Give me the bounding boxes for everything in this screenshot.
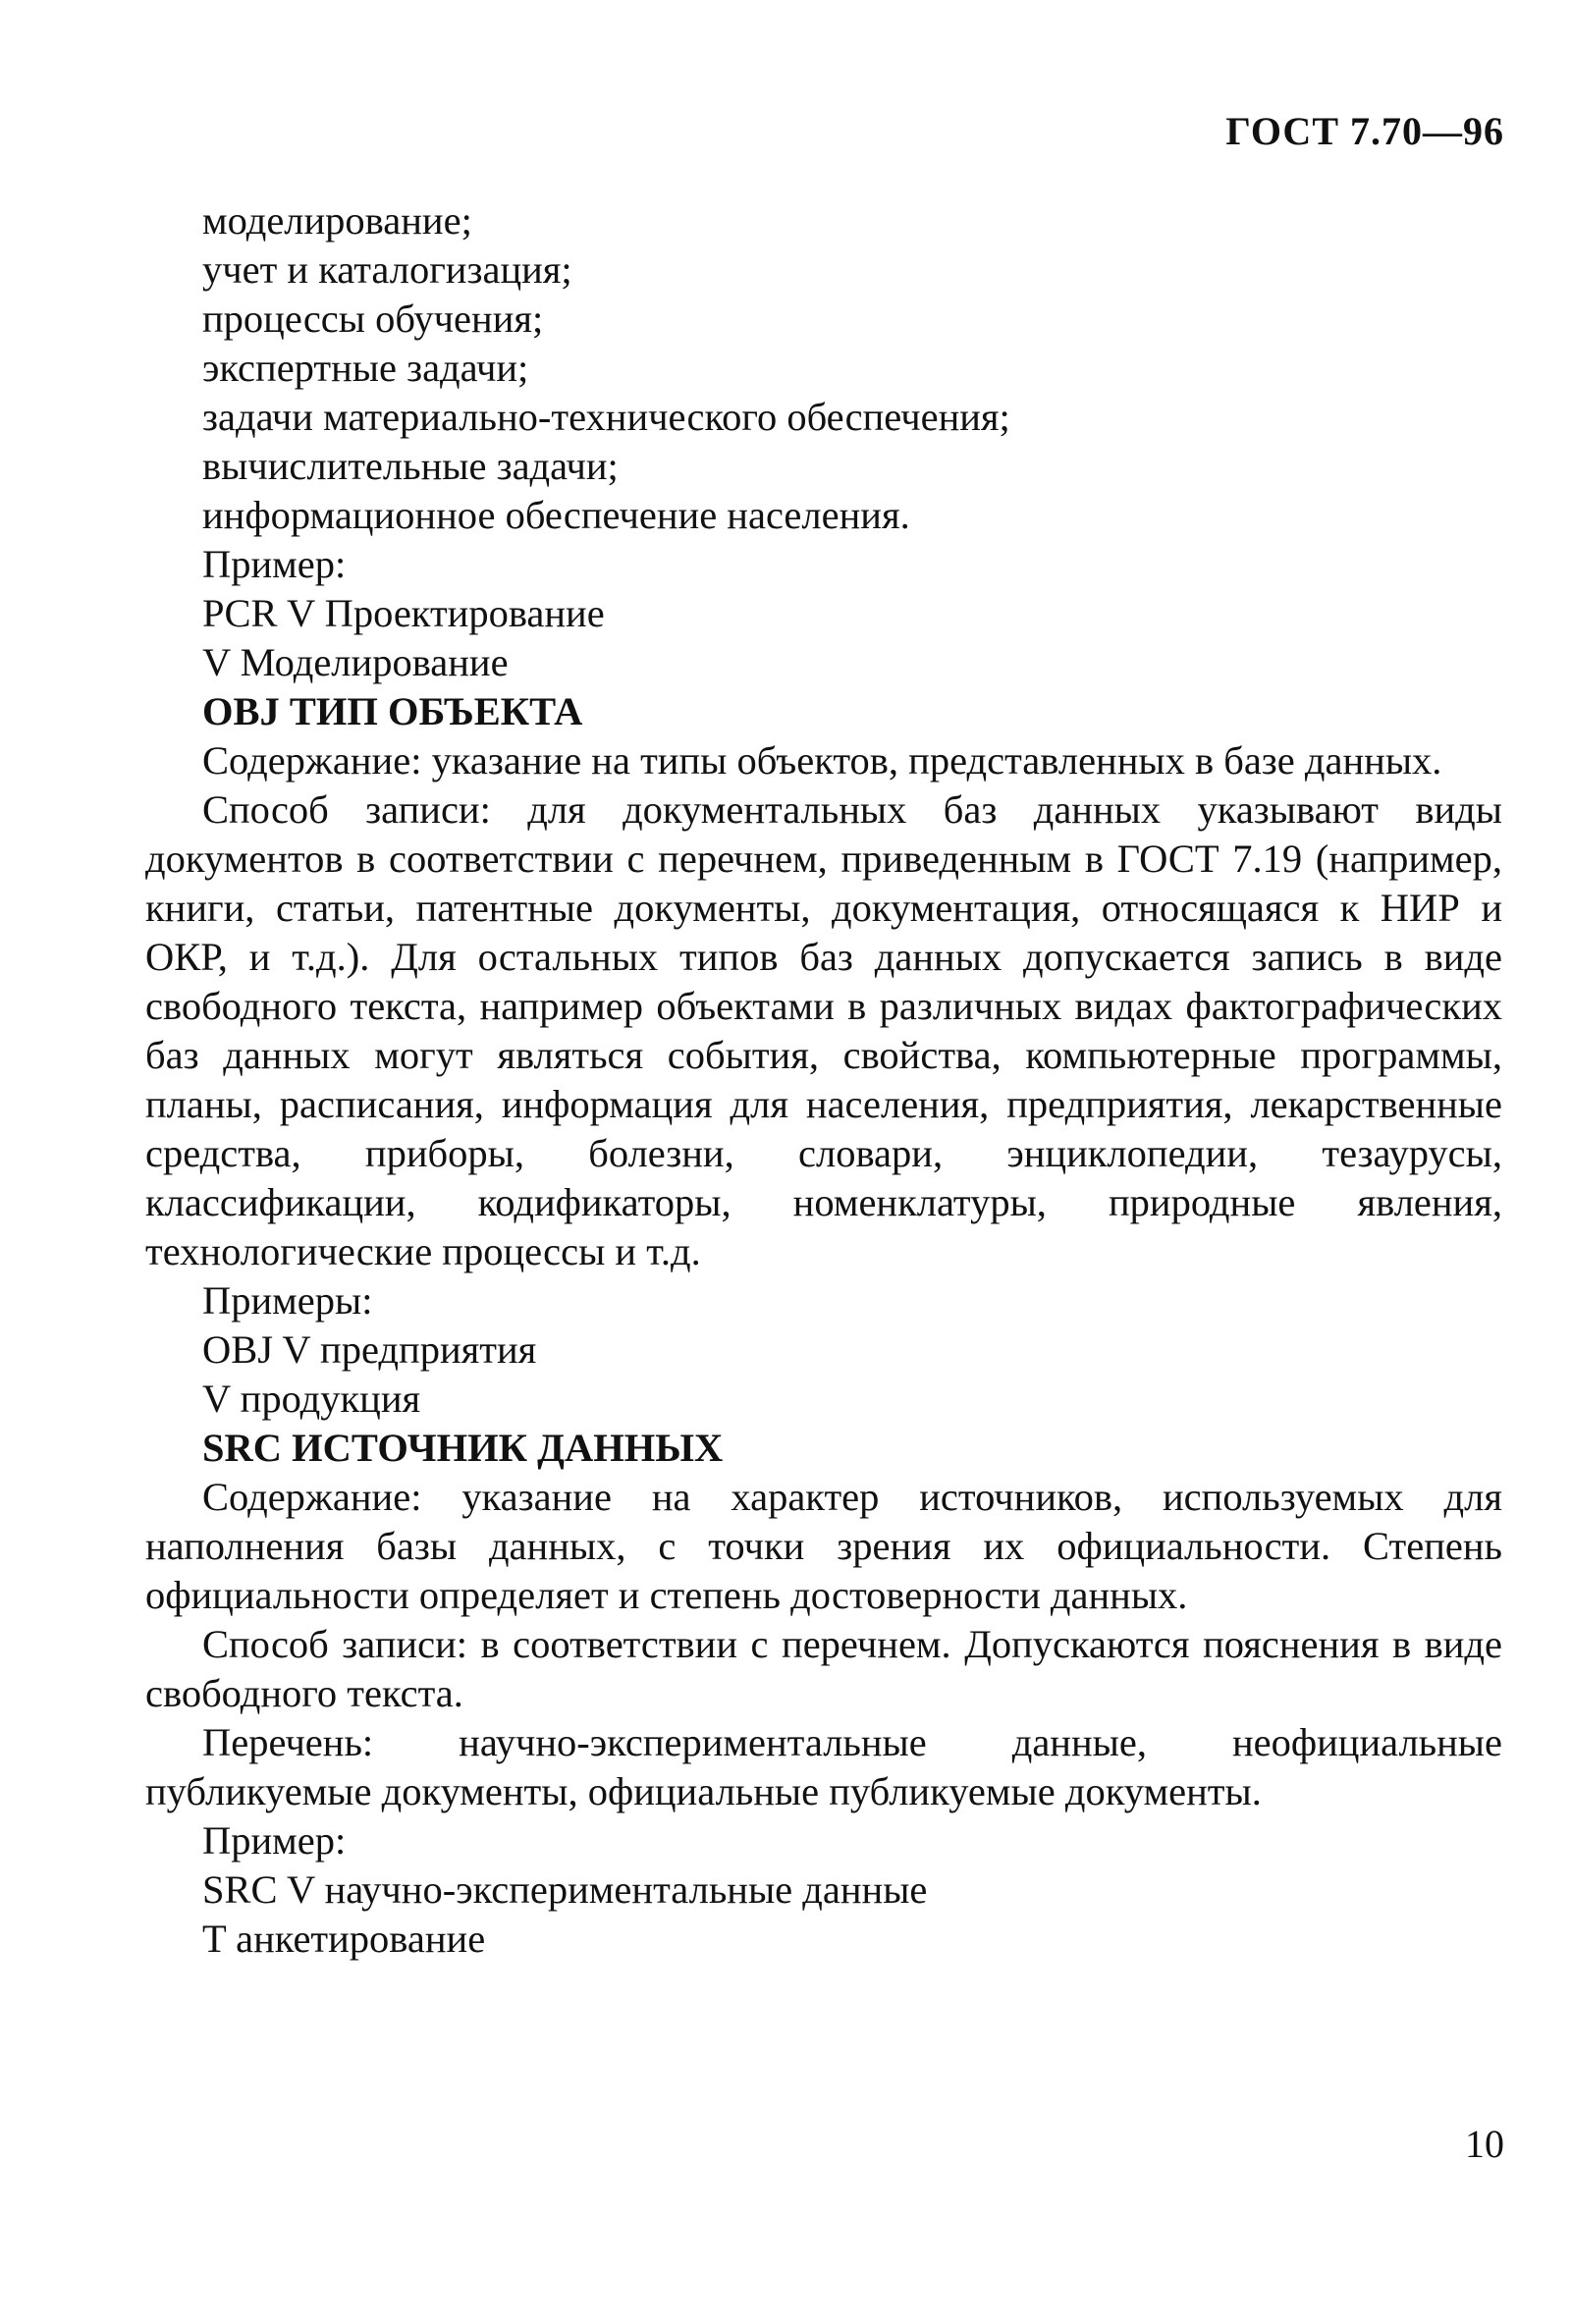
list-item: вычислительные задачи; — [202, 444, 619, 488]
list-item: учет и каталогизация; — [202, 247, 572, 292]
src-example-label: Пример: — [202, 1818, 347, 1863]
src-content-paragraph: Содержание: указание на характер источников, используемых для наполнения базы данных, с точки зрения их официальности. Степень официальности определяет и степень достоверности данных. — [145, 1475, 1502, 1617]
obj-example-line: V продукция — [202, 1377, 421, 1421]
obj-method-paragraph: Способ записи: для документальных баз данных указывают виды документов в соответствии с перечнем, приведенным в ГОСТ 7.19 (например, книги, статьи, патентные документы, документация, относящаяся к НИР и ОКР, и т.д.). Для остальных типов баз данных допускается запись в виде свободного текста, например объектами в различных видах фактографических баз данных могут являться события, свойства, компьютерные программы, планы, расписания, информация для населения, предприятия, лекарственные средства, приборы, болезни, словари, энциклопедии, тезаурусы, классификации, кодификаторы, номенклатуры, природные явления, технологические процессы и т.д. — [145, 787, 1502, 1273]
obj-example-line: OBJ V предприятия — [202, 1327, 537, 1372]
standard-code-header: ГОСТ 7.70—96 — [1225, 109, 1504, 153]
pcr-example-line: V Моделирование — [202, 640, 509, 684]
list-item: моделирование; — [202, 198, 472, 243]
page-number: 10 — [1465, 2122, 1504, 2166]
src-method-paragraph: Способ записи: в соответствии с перечнем. Допускаются пояснения в виде свободного текста. — [145, 1622, 1502, 1715]
list-item: процессы обучения; — [202, 297, 544, 341]
list-item: задачи материально-технического обеспечения; — [202, 395, 1010, 439]
pcr-example-label: Пример: — [202, 542, 347, 586]
pcr-example-line: PCR V Проектирование — [202, 591, 605, 635]
page-body — [145, 196, 1502, 1964]
obj-content-paragraph: Содержание: указание на типы объектов, представленных в базе данных. — [202, 738, 1442, 783]
list-item: экспертные задачи; — [202, 346, 529, 390]
src-example-line: T анкетирование — [202, 1917, 486, 1961]
src-example-line: SRC V научно-экспериментальные данные — [202, 1867, 928, 1912]
obj-section-heading: OBJ ТИП ОБЪЕКТА — [202, 689, 583, 733]
src-section-heading: SRC ИСТОЧНИК ДАННЫХ — [202, 1426, 724, 1470]
list-item: информационное обеспечение населения. — [202, 493, 910, 537]
src-list-paragraph: Перечень: научно-экспериментальные данные, неофициальные публикуемые документы, официальные публикуемые документы. — [145, 1720, 1502, 1813]
obj-examples-label: Примеры: — [202, 1278, 373, 1323]
